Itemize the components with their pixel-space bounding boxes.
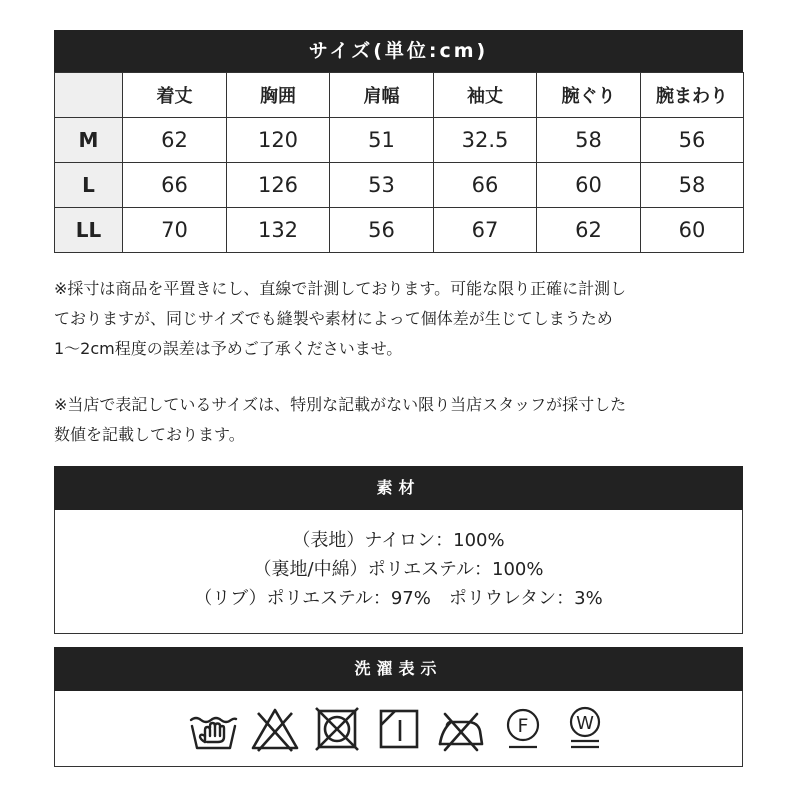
size-table-header-row (55, 73, 744, 118)
measurement-notes (54, 274, 754, 450)
table-cell: 62 (123, 118, 227, 163)
no-tumble-dry-icon (309, 704, 365, 754)
column-header: 腕まわり (641, 73, 744, 118)
iron-low-icon (433, 704, 489, 754)
line-dry-shade-icon (371, 704, 427, 754)
care-title: 洗濯表示 (54, 647, 743, 691)
material-section (54, 466, 743, 634)
hand-wash-icon (185, 704, 241, 754)
column-header: 腕ぐり (537, 73, 641, 118)
dry-clean-letter: F (517, 714, 528, 737)
table-cell: 62 (537, 208, 641, 253)
dry-clean-f-icon (495, 704, 551, 754)
size-label: M (55, 118, 123, 163)
column-header: 肩幅 (330, 73, 434, 118)
column-header: 袖丈 (434, 73, 537, 118)
size-label: LL (55, 208, 123, 253)
table-cell: 60 (537, 163, 641, 208)
material-line: （リブ）ポリエステル：97% ポリウレタン：3% (194, 588, 603, 609)
size-chart (54, 30, 743, 253)
size-chart-title: サイズ(単位:cm) (54, 30, 743, 72)
table-cell: 56 (330, 208, 434, 253)
table-cell: 66 (123, 163, 227, 208)
table-cell: 53 (330, 163, 434, 208)
size-table-corner (55, 73, 123, 118)
table-row (55, 208, 744, 253)
table-cell: 67 (434, 208, 537, 253)
note-line: ※当店で表記しているサイズは、特別な記載がない限り当店スタッフが採寸した (54, 395, 627, 414)
size-label: L (55, 163, 123, 208)
size-source-note (54, 390, 754, 450)
table-cell: 56 (641, 118, 744, 163)
size-table (54, 72, 744, 253)
table-cell: 60 (641, 208, 744, 253)
note-line: ておりますが、同じサイズでも縫製や素材によって個体差が生じてしまうため (54, 309, 613, 328)
wet-clean-letter: W (575, 712, 594, 734)
table-cell: 126 (227, 163, 330, 208)
material-line: （裏地/中綿）ポリエステル：100% (253, 559, 544, 580)
note-line: ※採寸は商品を平置きにし、直線で計測しております。可能な限り正確に計測し (54, 279, 627, 298)
wet-clean-w-icon (557, 704, 613, 754)
table-row (55, 163, 744, 208)
note-line: 数値を記載しております。 (54, 425, 245, 444)
column-header: 着丈 (123, 73, 227, 118)
care-section (54, 647, 743, 767)
material-body (54, 510, 743, 634)
table-cell: 58 (641, 163, 744, 208)
table-cell: 70 (123, 208, 227, 253)
no-bleach-icon (247, 704, 303, 754)
table-cell: 66 (434, 163, 537, 208)
measurement-note (54, 274, 754, 364)
table-cell: 58 (537, 118, 641, 163)
table-cell: 132 (227, 208, 330, 253)
note-line: 1～2cm程度の誤差は予めご了承くださいませ。 (54, 339, 403, 358)
table-cell: 32.5 (434, 118, 537, 163)
care-icons-row (54, 691, 743, 767)
table-row (55, 118, 744, 163)
table-cell: 120 (227, 118, 330, 163)
column-header: 胸囲 (227, 73, 330, 118)
material-line: （表地）ナイロン：100% (292, 530, 505, 551)
table-cell: 51 (330, 118, 434, 163)
material-title: 素材 (54, 466, 743, 510)
